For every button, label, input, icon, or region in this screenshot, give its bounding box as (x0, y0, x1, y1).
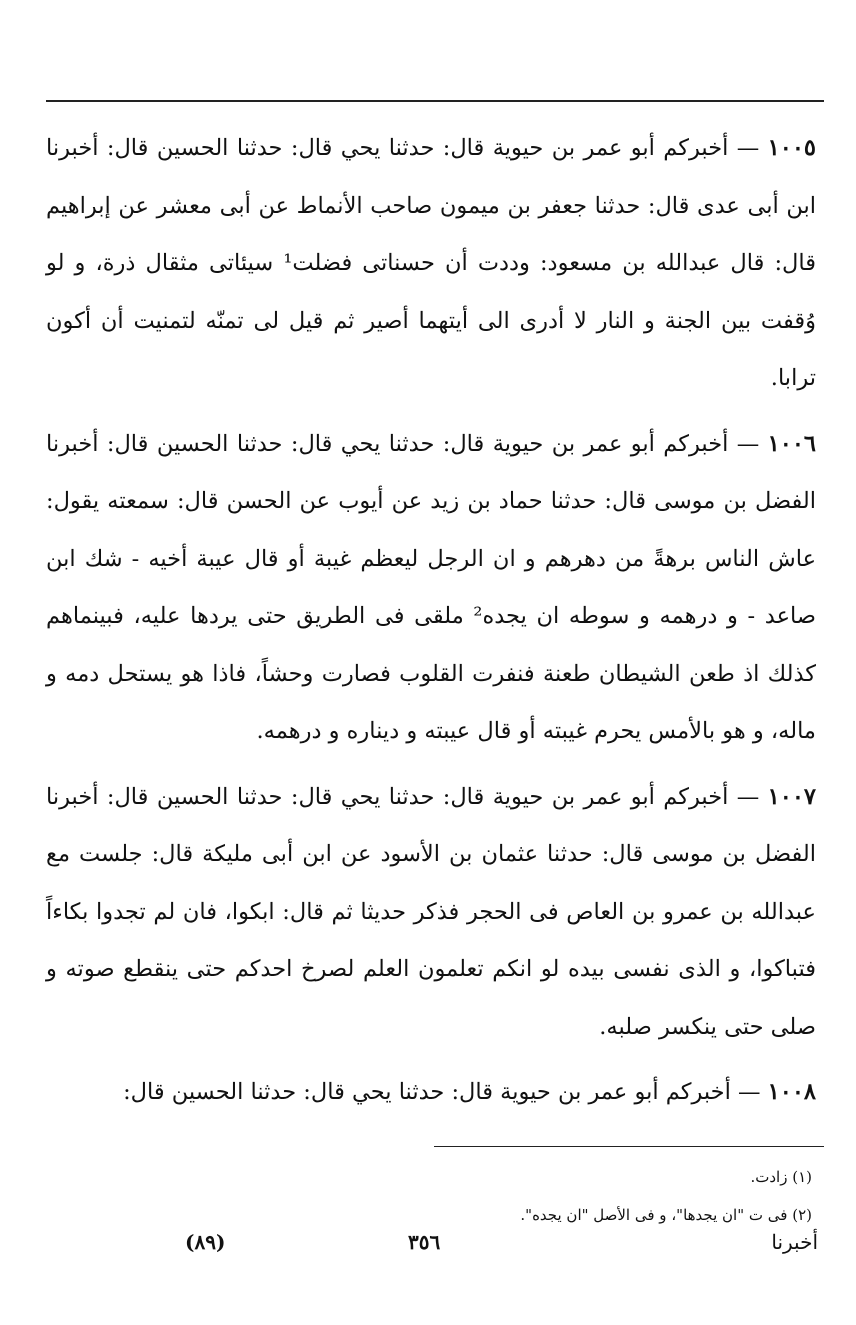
hadith-text: — أخبركم أبو عمر بن حيوية قال: حدثنا يحي قال: حدثنا الحسين قال: أخبرنا ابن أبى عدى قال: حدثنا جعفر بن ميمون صاحب الأنماط عن أبى معشر عن إبراهيم قال: قال عبدالله بن مسعود: وددت أن حسناتى فضلت¹ سيئاتى مثقال ذرة، و لو وُقفت بين الجنة و النار لا أدرى الى أيتهما أصير ثم قيل لى تمنّه لتمنيت أن أكون ترابا. (46, 135, 816, 391)
page-number: ٣٥٦ (408, 1230, 441, 1254)
hadith-number: ١٠٠٨ (767, 1079, 816, 1105)
footnote-1: (١) زادت. (750, 1168, 812, 1186)
hadith-paragraph-1007 (46, 769, 816, 1057)
hadith-paragraph-1006 (46, 416, 816, 761)
footnotes (300, 1158, 812, 1234)
hadith-text: — أخبركم أبو عمر بن حيوية قال: حدثنا يحي قال: حدثنا الحسين قال: (123, 1079, 761, 1105)
main-text (46, 120, 816, 1130)
hadith-number: ١٠٠٦ (767, 430, 817, 457)
hadith-number: ١٠٠٧ (767, 783, 817, 810)
hadith-paragraph-1008 (46, 1064, 816, 1122)
hadith-paragraph-1005 (46, 120, 816, 408)
footnote-rule (434, 1146, 824, 1147)
hadith-number: ١٠٠٥ (767, 135, 817, 161)
top-rule (46, 100, 824, 102)
hadith-text: — أخبركم أبو عمر بن حيوية قال: حدثنا يحي قال: حدثنا الحسين قال: أخبرنا الفضل بن موسى قال: حدثنا عثمان بن الأسود عن ابن أبى مليكة قال: جلست مع عبدالله بن عمرو بن العاص فى الحجر فذكر حديثا ثم قال: ابكوا، فان لم تجدوا بكاءاً فتباكوا، و الذى نفسى بيده لو انكم تعلمون العلم لصرخ احدكم حتى ينقطع صوته و صلى حتى ينكسر صلبه. (46, 783, 816, 1040)
footnote-2: (٢) فى ت "ان يجدها"، و فى الأصل "ان يجده". (520, 1206, 812, 1224)
catchword: أخبرنا (771, 1230, 818, 1254)
hadith-text: — أخبركم أبو عمر بن حيوية قال: حدثنا يحي قال: حدثنا الحسين قال: أخبرنا الفضل بن موسى قال: حدثنا حماد بن زيد عن أيوب عن الحسن قال: سمعته يقول: عاش الناس برهةً من دهرهم و ان الرجل ليعظم غيبة أو قال عيبة أخيه - شك ابن صاعد - و درهمه و سوطه ان يجده² ملقى فى الطريق حتى يردها عليه، فبينماهم كذلك اذ طعن الشيطان طعنة فنفرت القلوب فصارت وحشاً، فاذا هو يستحل دمه و ماله، و هو بالأمس يحرم غيبته أو قال عيبته و ديناره و درهمه. (46, 430, 816, 744)
sheet-number: (٨٩) (185, 1230, 226, 1254)
